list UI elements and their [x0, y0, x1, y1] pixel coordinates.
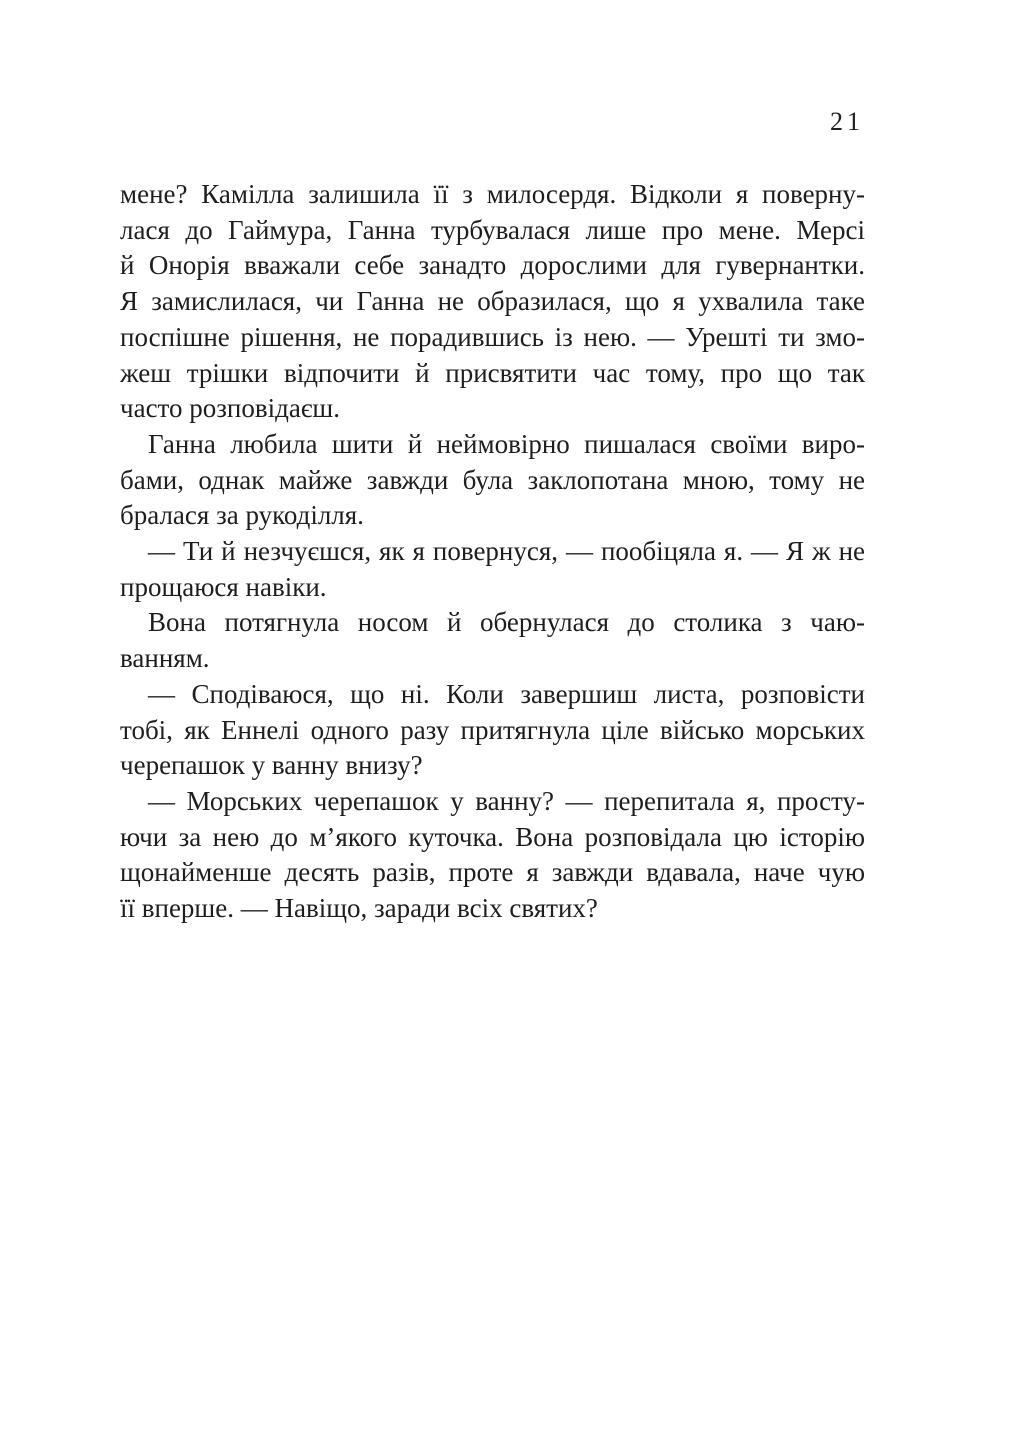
text-line: бралася за рукоділля.: [120, 500, 364, 531]
text-line: бами, однак майже завжди була заклопотана мною, тому не: [120, 464, 865, 495]
text-line: Вона потягнула носом й обернулася до столика з чаю-: [148, 607, 865, 638]
text-line: — Ти й незчуєшся, як я повернуся, — пообіцяла я. — Я ж не: [148, 536, 865, 567]
text-line: жеш трішки відпочити й присвятити час тому, про що так: [120, 357, 865, 388]
paragraph: [120, 605, 865, 676]
text-line: ванням.: [120, 643, 210, 674]
text-line: прощаюся навіки.: [120, 571, 327, 602]
text-line: — Морських черепашок у ванну? — перепитала я, просту-: [148, 785, 865, 816]
text-line: ючи за нею до м’якого куточка. Вона розповідала цю історію: [120, 821, 865, 852]
paragraph: [120, 177, 865, 427]
text-line: лася до Гаймура, Ганна турбувалася лише про мене. Мерсі: [120, 214, 865, 245]
text-line: черепашок у ванну внизу?: [120, 750, 423, 781]
text-line: поспішне рішення, не порадившись із нею. — Урешті ти змо-: [120, 321, 865, 352]
text-line: й Онорія вважали себе занадто дорослими для гувернантки.: [120, 250, 865, 281]
text-line: тобі, як Еннелі одного разу притягнула ціле військо морських: [120, 714, 865, 745]
text-line: — Сподіваюся, що ні. Коли завершиш листа, розповісти: [148, 678, 865, 709]
text-line: часто розповідаєш.: [120, 393, 340, 424]
paragraph: [120, 677, 865, 784]
text-line: Я замислилася, чи Ганна не образилася, що я ухвалила таке: [120, 286, 865, 317]
paragraph: [120, 427, 865, 534]
text-line: мене? Камілла залишила її з милосердя. Відколи я поверну-: [120, 179, 865, 209]
text-block: [120, 177, 865, 927]
paragraph: [120, 534, 865, 605]
text-line: щонайменше десять разів, проте я завжди вдавала, наче чую: [120, 857, 865, 888]
paragraph: [120, 784, 865, 927]
page-number: 21: [830, 107, 864, 136]
text-line: Ганна любила шити й неймовірно пишалася своїми виро-: [148, 428, 865, 459]
text-line: її вперше. — Навіщо, заради всіх святих?: [120, 893, 598, 924]
